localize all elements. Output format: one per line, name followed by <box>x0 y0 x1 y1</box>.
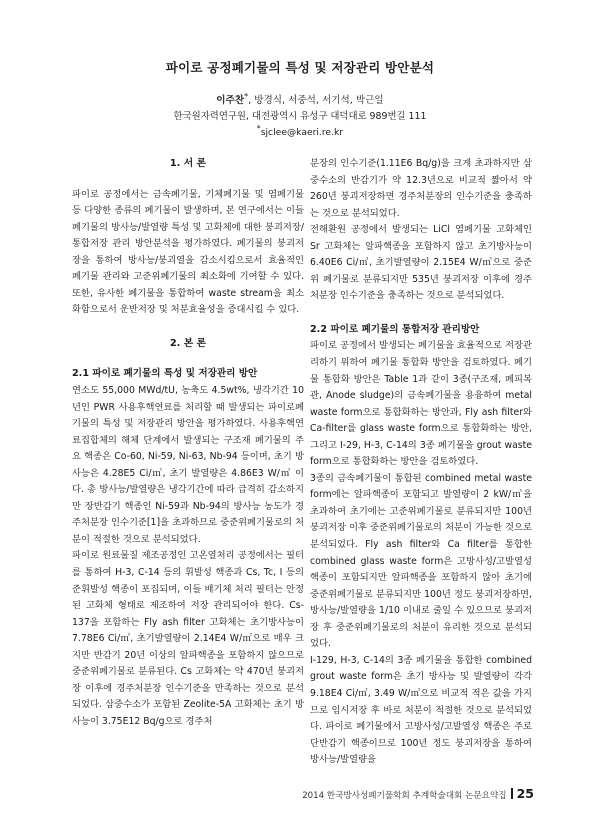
subsection-heading-2-2: 2.2 파이로 폐기물의 통합저장 관리방안 <box>310 323 480 335</box>
page-number: 25 <box>516 786 534 801</box>
intro-paragraph: 파이로 공정에서는 금속폐기물, 기체폐기물 및 염폐기물 등 다양한 종류의 폐기물이 발생하며, 본 연구에서는 이들 폐기물의 방사능/발열량 특성 및 고화체에 대한 붕괴저장/통합저장 관리 방안분석을 평가하였다. 폐기물의 붕괴저장을 통하여 방사능/붕괴열을 감소시킴으로서 효율적인 폐기물 관리와 고준위폐기물의 최소화에 기여할 수 있다. 또한, 유사한 폐기물을 통합하여 waste stream을 최소화함으로서 운반저장 및 처분효율성을 증대시킬 수 있다. <box>72 188 304 316</box>
lead-author: 이주찬 <box>216 95 245 107</box>
body-paragraph: 연소도 55,000 MWd/tU, 농축도 4.5wt%, 냉각기간 10년인 PWR 사용후핵연료를 처리할 때 발생되는 파이로폐기물의 특성 및 저장관리 방안을 평가하였다. 사용후핵연료집합체의 해체 단계에서 발생되는 구조재 폐기물의 주요 핵종은 Co-60, Ni-59, Ni-63, Nb-94 등이며, 초기 방사능은 4.28E5 Ci/㎥, 초기 발열량은 4.86E3 W/㎥ 이다. 총 방사능/발열량은 냉각기간에 따라 급격히 감소하지만 장반감기 핵종인 Ni-59과 Nb-94의 방사능 농도가 경주처분장 인수기준[1]을 초과하므로 중준위폐기물로의 처분이 적절한 것으로 분석되었다. <box>72 385 304 545</box>
subsection-heading-2-1: 2.1 파이로 폐기물의 특성 및 저장관리 방안 <box>72 368 258 380</box>
right-column <box>310 156 532 769</box>
page-footer <box>302 786 534 801</box>
body-paragraph: 전해환원 공정에서 발생되는 LiCl 염폐기물 고화체인 Sr 고화체는 알파핵종을 포함하지 않고 초기방사능이 6.40E6 Ci/㎥, 초기발열량이 2.15E4 W/㎥으로 중준위 폐기물로 분류되지만 535년 붕괴저장 이후에 경주처분장 인수기준을 충족하는 것으로 분석되었다. <box>310 224 532 302</box>
affiliation: 한국원자력연구원, 대전광역시 유성구 대덕대로 989번길 111 <box>173 111 427 122</box>
body-paragraph: 분장의 인수기준(1.11E6 Bq/g)을 크게 초과하지만 삼중수소의 반감기가 약 12.3년으로 비교적 짧아서 약 260년 붕괴저장하면 경주처분장의 인수기준을 충족하는 것으로 분석되었다. <box>310 158 532 219</box>
section-heading-intro: 1. 서 론 <box>169 158 207 169</box>
left-column <box>72 156 304 731</box>
paper-title: 파이로 공정폐기물의 특성 및 저장관리 방안분석 <box>165 60 435 75</box>
co-authors: , 방경식, 서중석, 서기석, 박근일 <box>248 95 384 107</box>
footer-text: 2014 한국방사성폐기물학회 추계학술대회 논문요약집 <box>302 791 507 801</box>
email-mark: * <box>256 124 261 133</box>
contact-email <box>0 124 600 138</box>
body-paragraph: I-129, H-3, C-14의 3종 폐기물을 통합한 combined grout waste form은 초기 방사능 및 발열량이 각각 9.18E4 Ci/㎥, 3.49 W/㎥으로 비교적 적은 값을 가지므로 임시저장 후 바로 처분이 적절한 것으로 분석되었다. 파이로 폐기물에서 고방사성/고발열성 핵종은 주로 단반감기 핵종이므로 100년 정도 붕괴저장을 통하여 방사능/발열량을 <box>310 654 532 766</box>
corresponding-mark: * <box>244 92 249 101</box>
email-address: sjclee@kaeri.re.kr <box>260 127 344 139</box>
body-paragraph: 파이로 공정에서 발생되는 폐기물을 효율적으로 저장관리하기 위하여 폐기물 통합화 방안을 검토하였다. 폐기물 통합화 방안은 Table 1과 같이 3종(구조재, 폐피복관, Anode sludge)의 금속폐기물을 용융하여 metal waste form으로 통합화하는 방안과, Fly ash filter와 Ca-filter를 glass waste form으로 통합화하는 방안, 그리고 I-29, H-3, C-14의 3종 폐기물을 grout waste form으로 통합화하는 방안을 검토하였다. <box>310 340 532 468</box>
body-paragraph: 파이로 원료물질 제조공정인 고온열처리 공정에서는 필터를 통하여 H-3, C-14 등의 휘발성 핵종과 Cs, Tc, I 등의 준휘발성 핵종이 포집되며, 이들 배기체 처리 필터는 안정된 고화체 형태로 제조하여 저장 관리되어야 한다. Cs-137을 포함하는 Fly ash filter 고화체는 초기방사능이 7.78E6 Ci/㎥, 초기발열량이 2.14E4 W/㎥으로 매우 크지만 반감기 20년 이상의 알파핵종을 포함하지 않으므로 중준위폐기물로 분류된다. Cs 고화체는 약 470년 붕괴저장 이후에 경주처분장 인수기준을 만족하는 것으로 분석되었다. 삼중수소가 포함된 Zeolite-5A 고화체는 초기 방사능이 3.75E12 Bq/g으로 경주처 <box>72 550 304 727</box>
body-paragraph: 3종의 금속폐기물이 통합된 combined metal waste form에는 알파핵종이 포함되고 발열량이 2 kW/㎥을 초과하여 초기에는 고준위폐기물로 분류되지만 100년 붕괴저장 이후 중준위폐기물로의 처분이 가능한 것으로 분석되었다. Fly ash filter와 Ca filter를 통합한 combined glass waste form은 고방사성/고발열성 핵종이 포함되지만 알파핵종을 포함하지 않아 초기에 중준위폐기물로 분류되지만 100년 정도 붕괴저장하면, 방사능/발열량을 1/10 이내로 줄일 수 있으므로 붕괴저장 후 중준위폐기물로의 처분이 유리한 것으로 분석되었다. <box>310 472 532 650</box>
footer-divider <box>511 788 513 799</box>
author-list <box>0 92 600 106</box>
section-heading-body: 2. 본 론 <box>169 337 207 349</box>
